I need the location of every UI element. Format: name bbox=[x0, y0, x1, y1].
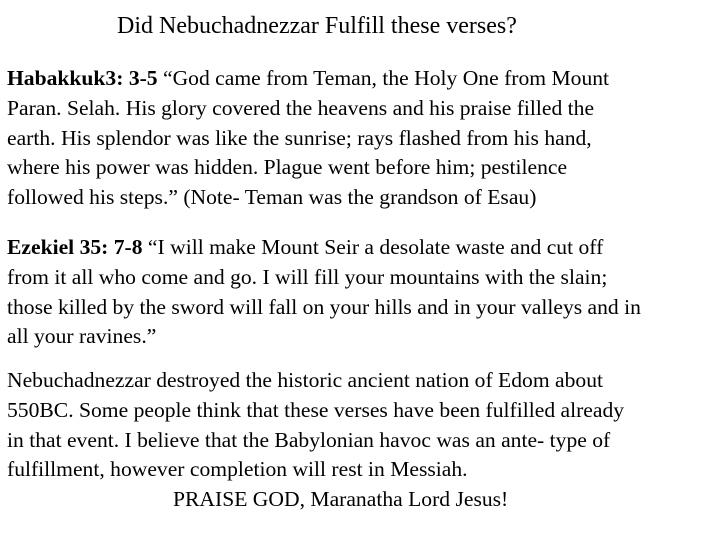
passage-line: those killed by the sword will fall on your hills and in your valleys and in bbox=[7, 294, 641, 319]
passage-line bbox=[7, 233, 641, 263]
passage-line: all your ravines.” bbox=[7, 324, 157, 349]
verse-reference: Habakkuk3: 3-5 bbox=[7, 66, 158, 90]
commentary-paragraph bbox=[7, 366, 624, 515]
passage-line: Paran. Selah. His glory covered the heavens and his praise filled the bbox=[7, 95, 595, 120]
verse-reference: Ezekiel 35: 7-8 bbox=[7, 235, 143, 259]
verse-text: “I will make Mount Seir a desolate waste and cut off bbox=[142, 235, 604, 259]
commentary-line: 550BC. Some people think that these verses have been fulfilled already bbox=[7, 397, 625, 422]
slide-title: Did Nebuchadnezzar Fulfill these verses? bbox=[117, 13, 517, 39]
commentary-line: fulfillment, however completion will rest in Messiah. bbox=[7, 457, 468, 482]
passage-line: followed his steps.” (Note- Teman was the grandson of Esau) bbox=[7, 185, 537, 210]
passage-line: where his power was hidden. Plague went before him; pestilence bbox=[7, 155, 568, 180]
ezekiel-passage bbox=[7, 233, 641, 352]
habakkuk-passage bbox=[7, 64, 609, 213]
verse-text: “God came from Teman, the Holy One from Mount bbox=[157, 66, 610, 90]
passage-line: from it all who come and go. I will fill your mountains with the slain; bbox=[7, 264, 608, 289]
passage-line bbox=[7, 64, 609, 94]
commentary-line: Nebuchadnezzar destroyed the historic ancient nation of Edom about bbox=[7, 368, 604, 392]
commentary-line: in that event. I believe that the Babylonian havoc was an ante- type of bbox=[7, 427, 611, 452]
passage-line: earth. His splendor was like the sunrise; rays flashed from his hand, bbox=[7, 125, 592, 150]
closing-praise: PRAISE GOD, Maranatha Lord Jesus! bbox=[173, 487, 509, 512]
